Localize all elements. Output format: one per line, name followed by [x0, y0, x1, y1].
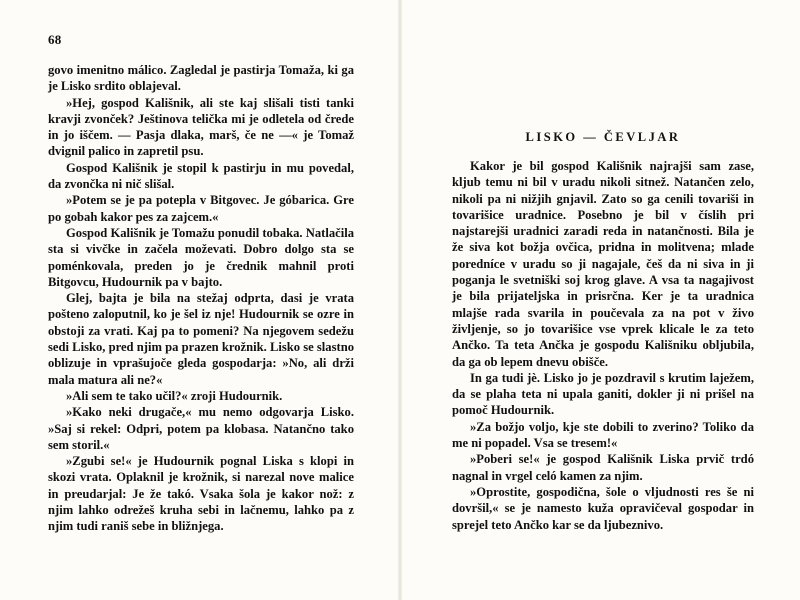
book-gutter	[398, 0, 402, 600]
paragraph: Glej, bajta je bila na stežaj odprta, dasi je vrata pošteno zaloputnil, ko je šel iz nje! Hudournik se ozre in obstoji za vrati. Kaj pa to pomeni? Na njegovem sedežu sedi Lisko, pred njim pa prazen krožnik. Lisko se slastno oblizuje in vprašujoče gleda gospodarja: »No, ali drži mala matura ali ne?«	[48, 291, 354, 387]
paragraph: In ga tudi jè. Lisko jo je pozdravil s krutim laježem, da se plaha teta ni upala ganiti, dokler ji ni prišel na pomoč Hudournik.	[452, 370, 754, 418]
paragraph: govo imenitno málico. Zagledal je pastirja Tomaža, ki ga je Lisko srdito oblajeval.	[48, 63, 354, 94]
page-number: 68	[48, 32, 62, 47]
paragraph: »Za božjo voljo, kje ste dobili to zverino? Toliko da me ni popadel. Vsa se tresem!«	[452, 419, 754, 451]
paragraph: Kakor je bil gospod Kališnik najrajši sam zase, kljub temu ni bil v uradu nikoli sitnež. Natančen zelo, nikoli pa ni nižjih gnjavil. Zato so ga cenili tovariši in tovarišice uradnice. Posebno je bil v číslih pri najstarejši uradnici zaradi reda in natančnosti. Bila je že siva kot božja ovčica, pridna in molitvena; mlade poredníce v uradu so ji nagajale, češ da ni siva in ji poganja le svetniški soj krog glave. A vsa ta nagajivost je bila prijateljska in prisrčna. Ker je ta uradnica mlajše rada svarila in poučevala za na pot v živo življenje, so jo tovarišice vse vprek klicale le za teto Ančko. Ta teta Ančka je gospodu Kališniku obljubila, da ga ob lepem dnevu obišče.	[452, 159, 754, 369]
chapter-title: LISKO — ČEVLJAR	[525, 130, 681, 144]
right-page-text	[452, 158, 754, 533]
paragraph: Gospod Kališnik je Tomažu ponudil tobaka. Natlačila sta si vivčke in začela moževati. Dobro dolgo sta se poménkovala, preden jo je črednik mahnil proti Bitgovcu, Hudournik pa v bajto.	[48, 225, 354, 289]
paragraph: »Kako neki drugače,« mu nemo odgovarja Lisko. »Saj si rekel: Odpri, potem pa klobasa. Natančno tako sem storil.«	[48, 405, 354, 452]
paragraph: »Hej, gospod Kališnik, ali ste kaj slišali tisti tanki kravji zvonček? Ještinova telička mi je odletela od črede in jo iščem. — Pasja dlaka, marš, če ne —« je Tomaž dvignil palico in zapretil psu.	[48, 95, 354, 159]
paragraph: »Potem se je pa potepla v Bitgovec. Je góbarica. Gre po gobah kakor pes za zajcem.«	[48, 193, 354, 224]
paragraph: Gospod Kališnik je stopil k pastirju in mu povedal, da zvončka ni nič slišal.	[48, 160, 354, 192]
paragraph: »Zgubi se!« je Hudournik pognal Liska s klopi in skozi vrata. Oplaknil je krožnik, si narezal nove malice in preudarjal: Je že takó. Vsaka šola je kakor nož: z njim lahko odrežeš kruha sebi in lačnemu, lahko pa z njim tudi raniš sebe in bližnjega.	[48, 454, 354, 534]
paragraph: »Oprostite, gospodična, šole o vljudnosti res še ni dovršil,« se je namesto kuža opravičeval gospodar in sprejel teto Ančko kar se da ljubeznivo.	[452, 484, 754, 532]
paragraph: »Poberi se!« je gospod Kališnik Liska prvič trdó nagnal in vrgel celó kamen za njim.	[452, 452, 754, 483]
paragraph: »Ali sem te tako učil?« zroji Hudournik.	[66, 388, 283, 403]
left-page-text	[48, 62, 354, 535]
